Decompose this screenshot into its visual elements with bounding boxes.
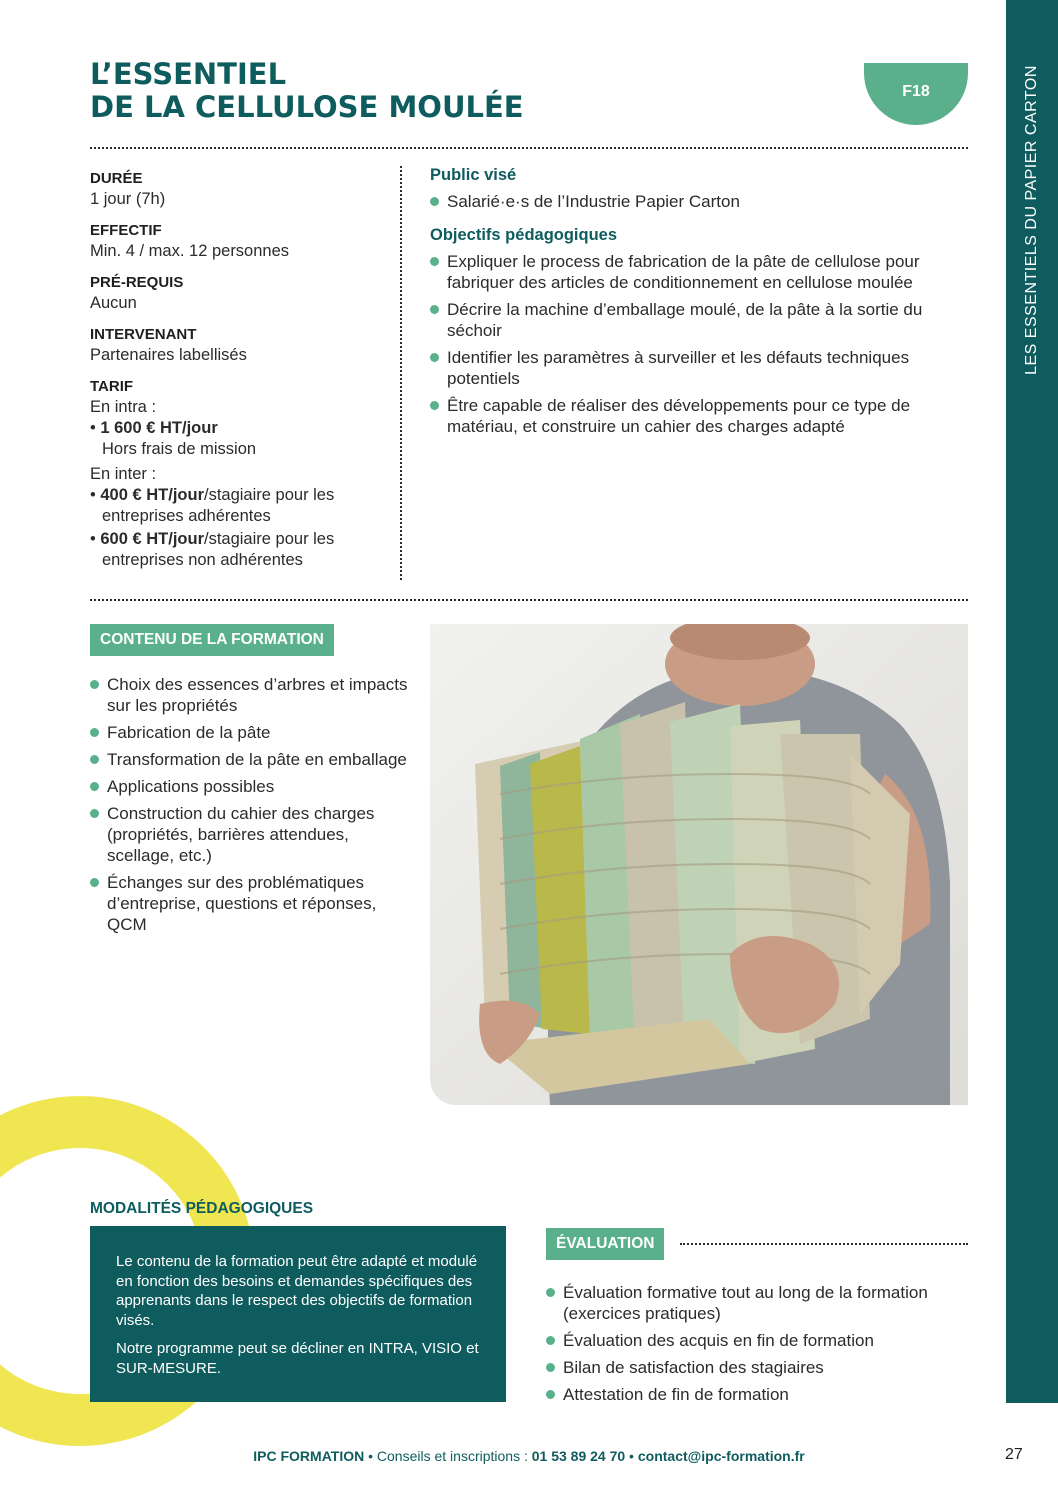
divider-evaluation xyxy=(680,1243,968,1245)
section-sidebar xyxy=(1006,0,1058,1403)
page-title xyxy=(90,58,850,124)
duree-value: 1 jour (7h) xyxy=(90,190,166,208)
intra-label: En intra : xyxy=(90,398,157,416)
list-item: Applications possibles xyxy=(90,776,410,797)
modalites-para-2: Notre programme peut se décliner en INTRA, VISIO et SUR-MESURE. xyxy=(116,1340,479,1377)
effectif-value: Min. 4 / max. 12 personnes xyxy=(90,242,290,260)
intra-price: 1 600 € HT/jour xyxy=(100,419,218,437)
page-number: 27 xyxy=(1005,1446,1023,1463)
divider-top xyxy=(90,147,968,149)
molded-pulp-photo xyxy=(430,624,968,1105)
footer xyxy=(0,1448,1058,1464)
list-item: Évaluation des acquis en fin de formation xyxy=(546,1330,966,1351)
public-title: Public visé xyxy=(430,166,517,184)
audience-objectives xyxy=(430,166,975,443)
list-item: Construction du cahier des charges (propriétés, barrières attendues, scellage, etc.) xyxy=(90,803,410,866)
course-info xyxy=(90,168,390,571)
contenu-list xyxy=(90,674,410,941)
intra-note: Hors frais de mission xyxy=(102,440,257,458)
footer-phone: 01 53 89 24 70 xyxy=(531,1448,626,1464)
modalites-title: MODALITÉS PÉDAGOGIQUES xyxy=(90,1200,314,1217)
inter-label: En inter : xyxy=(90,465,157,483)
public-list xyxy=(430,191,975,212)
inter-note-2: /stagiaire pour les entreprises non adhérentes xyxy=(102,530,335,569)
divider-vertical xyxy=(400,166,402,580)
intervenant-value: Partenaires labellisés xyxy=(90,346,247,364)
list-item: Salarié·e·s de l’Industrie Papier Carton xyxy=(430,191,975,212)
inter-price-2: 600 € HT/jour xyxy=(100,530,204,548)
footer-email[interactable]: contact@ipc-formation.fr xyxy=(637,1448,805,1464)
inter-note-1: /stagiaire pour les entreprises adhérentes xyxy=(102,486,335,525)
objectifs-list xyxy=(430,251,975,437)
evaluation-list xyxy=(546,1282,966,1411)
footer-brand: IPC FORMATION xyxy=(253,1448,365,1464)
effectif-label: EFFECTIF xyxy=(90,222,162,239)
modalites-box xyxy=(90,1226,506,1402)
course-code-badge: F18 xyxy=(864,63,968,125)
list-item: Fabrication de la pâte xyxy=(90,722,410,743)
list-item: Bilan de satisfaction des stagiaires xyxy=(546,1357,966,1378)
list-item: Évaluation formative tout au long de la formation (exercices pratiques) xyxy=(546,1282,966,1324)
list-item: Expliquer le process de fabrication de la pâte de cellulose pour fabriquer des articles de conditionnement en cellulose moulée xyxy=(430,251,975,293)
list-item: Transformation de la pâte en emballage xyxy=(90,749,410,770)
sidebar-label: LES ESSENTIELS DU PAPIER CARTON xyxy=(1023,65,1040,375)
evaluation-title: ÉVALUATION xyxy=(546,1228,664,1260)
divider-middle xyxy=(90,599,968,601)
inter-price-item-2: • 600 € HT/jour/stagiaire pour les entreprises non adhérentes xyxy=(90,530,335,569)
inter-price-item-1: • 400 € HT/jour/stagiaire pour les entreprises adhérentes xyxy=(90,486,335,525)
objectifs-title: Objectifs pédagogiques xyxy=(430,226,618,244)
list-item: Être capable de réaliser des développements pour ce type de matériau, et construire un cahier des charges adapté xyxy=(430,395,975,437)
prerequis-label: PRÉ-REQUIS xyxy=(90,274,184,291)
list-item: Identifier les paramètres à surveiller et les défauts techniques potentiels xyxy=(430,347,975,389)
inter-price-1: 400 € HT/jour xyxy=(100,486,204,504)
contenu-title: CONTENU DE LA FORMATION xyxy=(90,624,334,656)
title-line-2: DE LA CELLULOSE MOULÉE xyxy=(90,90,524,124)
list-item: Décrire la machine d’emballage moulé, de la pâte à la sortie du séchoir xyxy=(430,299,975,341)
duree-label: DURÉE xyxy=(90,170,143,187)
footer-text: • Conseils et inscriptions : xyxy=(364,1448,532,1464)
modalites-para-1: Le contenu de la formation peut être adapté et modulé en fonction des besoins et demandes spécifiques des apprenants dans le respect des objectifs de formation visés. xyxy=(116,1253,478,1329)
list-item: Échanges sur des problématiques d’entreprise, questions et réponses, QCM xyxy=(90,872,410,935)
prerequis-value: Aucun xyxy=(90,294,137,312)
list-item: Attestation de fin de formation xyxy=(546,1384,966,1405)
intervenant-label: INTERVENANT xyxy=(90,326,197,343)
tarif-label: TARIF xyxy=(90,378,134,395)
title-line-1: L’ESSENTIEL xyxy=(90,57,287,91)
list-item: Choix des essences d’arbres et impacts sur les propriétés xyxy=(90,674,410,716)
footer-sep: • xyxy=(625,1448,638,1464)
intra-price-item: • 1 600 € HT/jour Hors frais de mission xyxy=(90,419,257,458)
